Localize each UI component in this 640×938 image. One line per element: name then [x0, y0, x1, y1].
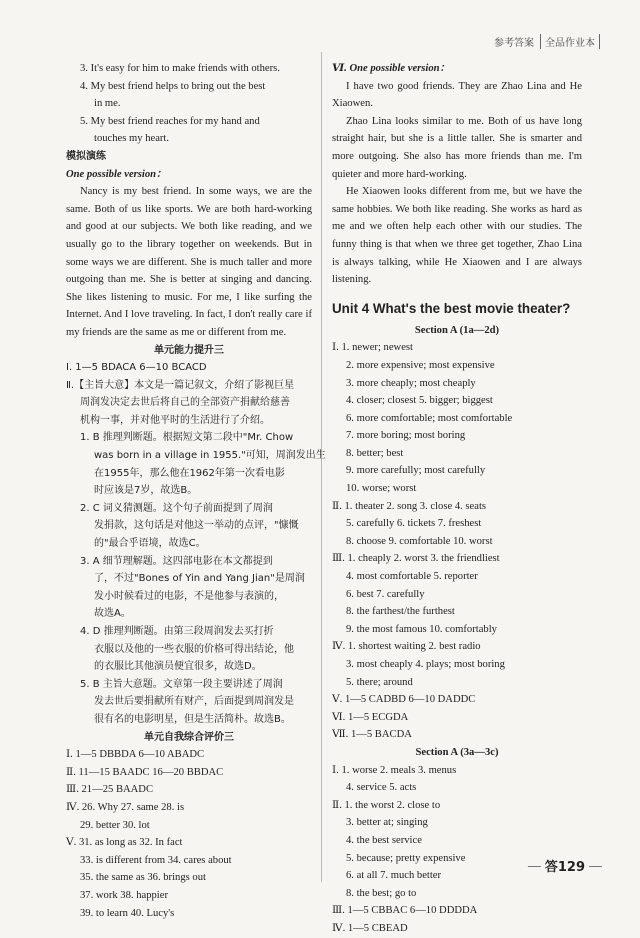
improve-line: 在1955年，那么他在1962年第一次看电影	[94, 467, 285, 479]
improve-line: 了，不过"Bones of Yin and Yang Jian"是周润	[94, 573, 305, 585]
practice-subtitle: One possible version：	[66, 168, 167, 180]
a1-line: 3. most cheaply 4. plays; most boring	[346, 659, 505, 670]
a2-line: 3. better at; singing	[346, 817, 428, 829]
essay-paragraph: I have two good friends. They are Zhao Lina and He Xiaowen.	[332, 80, 582, 110]
a2-line: 4. service 5. acts	[346, 782, 417, 794]
improve-line: 的"最合乎语境，故选C。	[94, 538, 206, 550]
header-label: 参考答案	[494, 38, 534, 49]
a1-line: Ⅱ. 1. theater 2. song 3. close 4. seats	[332, 500, 487, 512]
unit-improve-title: 单元能力提升三	[154, 344, 224, 356]
improve-line: 发小时候看过的电影，不是他参与表演的，	[94, 590, 284, 602]
a2-line: Ⅳ. 1—5 CBEAD	[332, 922, 408, 934]
self-line: 35. the same as 36. brings out	[80, 872, 206, 884]
improve-line: 故选A。	[94, 608, 131, 620]
self-line: 37. work 38. happier	[80, 889, 168, 901]
a1-line: 5. there; around	[346, 676, 413, 688]
a2-line: 4. the best service	[346, 834, 422, 846]
practice-essay: Nancy is my best friend. In some ways, we are the same. Both of us like sports. We are both hard-working and good at our subjects. We both like reading, and we usually go to the library together on weekends. But in some ways we are different. She is much taller and more outgoing than me. She is better at singing and dancing. She likes listening to music. For me, I like surfing the Internet. And I love traveling. In fact, I don't really care if my friends are the same as me or different from me.	[66, 186, 312, 338]
a1-line: 2. more expensive; most expensive	[346, 359, 495, 371]
improve-line: Ⅰ. 1—5 BDACA 6—10 BCACD	[66, 362, 207, 374]
page-number-label: 答129	[544, 860, 585, 875]
improve-line: 机构一事，并对他平时的生活进行了介绍。	[80, 414, 270, 426]
self-line: Ⅴ. 31. as long as 32. In fact	[66, 837, 183, 849]
improve-line: 的衣服比其他演员便宜很多，故选D。	[94, 661, 262, 673]
a2-line: Ⅰ. 1. worse 2. meals 3. menus	[332, 764, 457, 776]
answer-line: 5. My best friend reaches for my hand and	[80, 115, 260, 127]
answer-line: in me.	[94, 98, 121, 110]
page-number	[528, 856, 602, 875]
self-line: Ⅳ. 26. Why 27. same 28. is	[66, 801, 185, 813]
improve-line: 2. C 词义猜测题。这个句子前面提到了周润	[80, 502, 273, 514]
improve-line: 衣服以及他的一些衣服的价格可得出结论，他	[94, 643, 294, 655]
section-a2-title: Section A (3a—3c)	[415, 746, 499, 758]
a1-line: 3. more cheaply; most cheaply	[346, 377, 476, 389]
improve-line: 1. B 推理判断题。根据短文第二段中"Mr. Chow	[80, 432, 294, 444]
a1-line: 6. best 7. carefully	[346, 588, 425, 600]
column-divider	[321, 52, 322, 882]
self-line: Ⅰ. 1—5 DBBDA 6—10 ABADC	[66, 749, 205, 761]
improve-line: 发去世后要捐献所有财产，后面提到周润发是	[94, 696, 294, 708]
page-header	[494, 34, 600, 49]
header-brand: 全品作业本	[540, 34, 600, 49]
a1-line: 9. more carefully; most carefully	[346, 465, 486, 477]
a1-line: 8. better; best	[346, 447, 404, 459]
a1-line: Ⅳ. 1. shortest waiting 2. best radio	[332, 641, 481, 653]
a1-line: 7. more boring; most boring	[346, 430, 466, 442]
improve-line: 4. D 推理判断题。由第三段周润发去买打折	[80, 626, 274, 637]
self-line: Ⅲ. 21—25 BAADC	[66, 784, 154, 796]
a1-line: 6. more comfortable; most comfortable	[346, 412, 513, 424]
a1-line: 4. closer; closest 5. bigger; biggest	[346, 395, 493, 407]
a1-line: Ⅴ. 1—5 CADBD 6—10 DADDC	[332, 694, 476, 706]
improve-line: 发捐款，这句话是对他这一举动的点评，"慷慨	[94, 520, 299, 532]
improve-line: 5. B 主旨大意题。文章第一段主要讲述了周润	[80, 678, 283, 690]
a1-line: 8. the farthest/the furthest	[346, 606, 455, 618]
a2-line: Ⅱ. 1. the worst 2. close to	[332, 799, 441, 811]
answer-line: touches my heart.	[94, 133, 170, 145]
a1-line: Ⅵ. 1—5 ECGDA	[332, 711, 409, 723]
self-line: 33. is different from 34. cares about	[80, 854, 232, 866]
a1-line: 4. most comfortable 5. reporter	[346, 571, 478, 583]
answer-line: 3. It's easy for him to make friends with others.	[80, 63, 280, 74]
footer-dash-icon: —	[527, 858, 541, 873]
footer-dash-icon: —	[589, 858, 602, 873]
left-column	[66, 60, 326, 922]
improve-line: 时应该是7岁，故选B。	[94, 485, 198, 497]
unit-self-title: 单元自我综合评价三	[144, 731, 234, 743]
a2-line: 5. because; pretty expensive	[346, 852, 466, 864]
a1-line: 10. worse; worst	[346, 483, 417, 495]
a1-line: Ⅶ. 1—5 BACDA	[332, 729, 412, 741]
self-line: 39. to learn 40. Lucy's	[80, 907, 175, 919]
a1-line: 8. choose 9. comfortable 10. worst	[346, 535, 493, 547]
self-line: Ⅱ. 11—15 BAADC 16—20 BBDAC	[66, 766, 224, 778]
section-a1-title: Section A (1a—2d)	[414, 324, 500, 336]
improve-line: Ⅱ.【主旨大意】本文是一篇记叙文，介绍了影视巨星	[66, 379, 295, 391]
a2-line: 8. the best; go to	[346, 887, 417, 899]
improve-line: 周润发决定去世后将自己的全部资产捐献给慈善	[80, 397, 290, 409]
a1-line: 9. the most famous 10. comfortably	[346, 623, 497, 635]
a1-line: Ⅲ. 1. cheaply 2. worst 3. the friendliest	[332, 553, 500, 565]
self-line: 29. better 30. lot	[80, 819, 150, 831]
essay-paragraph: Zhao Lina looks similar to me. Both of us have long straight hair, but she is a little taller. She is smarter and more outgoing. She also has more friends than me. I'm quieter and more hard-working.	[332, 115, 582, 180]
unit-title: Unit 4 What's the best movie theater?	[332, 300, 571, 316]
answer-line: 4. My best friend helps to bring out the best	[80, 80, 266, 92]
a2-line: Ⅲ. 1—5 CBBAC 6—10 DDDDA	[332, 905, 478, 917]
improve-line: 很有名的电影明星，但是生活简朴。故选B。	[94, 713, 291, 725]
section6-title: Ⅵ. One possible version：	[332, 63, 451, 74]
essay-paragraph: He Xiaowen looks different from me, but we have the same hobbies. We both like reading. She works as hard as me and we often help each other with our studies. The funny thing is that when we three get together, Zhao Lina is always talking, while He Xiaowen and I are always listening.	[332, 186, 582, 286]
right-column	[332, 60, 582, 938]
a1-line: Ⅰ. 1. newer; newest	[332, 342, 413, 354]
improve-line: was born in a village in 1955."可知，周润发出生	[94, 450, 326, 462]
a2-line: 6. at all 7. much better	[346, 870, 442, 882]
a1-line: 5. carefully 6. tickets 7. freshest	[346, 518, 482, 530]
practice-title: 模拟演练	[66, 150, 106, 162]
improve-line: 3. A 细节理解题。这四部电影在本文都提到	[80, 555, 273, 567]
